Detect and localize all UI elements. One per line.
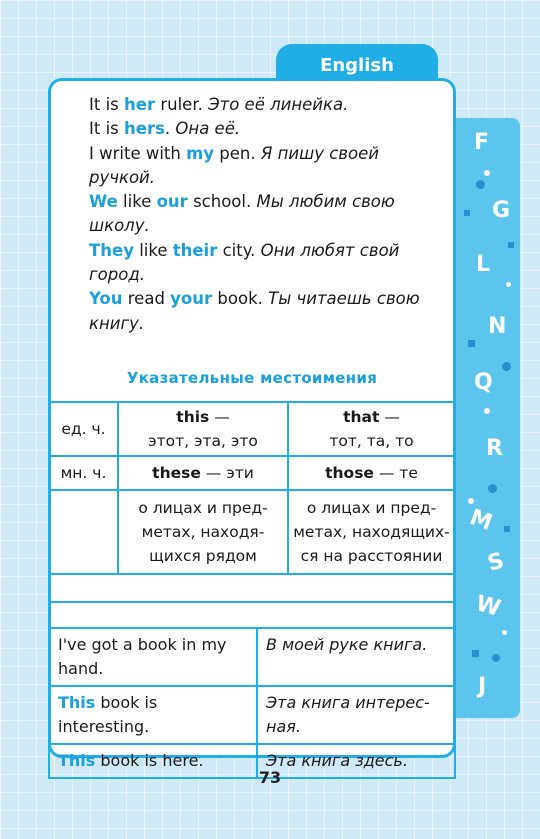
word-those: those (325, 464, 374, 482)
decor-dot (484, 170, 490, 176)
that-translation: тот, та, то (329, 432, 414, 450)
decor-dot (484, 408, 490, 414)
far-description (288, 490, 455, 574)
russian-translation: Это её линейка. (208, 95, 349, 114)
example-sentence (89, 117, 429, 141)
english-text: like (117, 192, 157, 212)
content-card (48, 78, 456, 770)
russian-translation: Мы любим свою школу. (89, 192, 395, 236)
this-translation: этот, эта, это (148, 432, 258, 450)
side-letter: R (486, 436, 503, 461)
decor-dot (488, 484, 497, 493)
example-sentence (89, 239, 429, 288)
near-description (118, 490, 288, 574)
english-text: book is interesting. (58, 693, 158, 736)
empty-cell (49, 490, 118, 574)
decor-dot (468, 498, 474, 504)
table-row (49, 628, 455, 686)
demonstrative-highlight: This (58, 751, 96, 770)
side-letter: G (492, 198, 511, 223)
singular-label: ед. ч. (49, 402, 118, 456)
english-text: ruler. (155, 95, 209, 114)
decor-square (504, 526, 510, 532)
dash: — (379, 408, 400, 426)
decor-square (472, 650, 479, 657)
pronoun-highlight: her (124, 95, 156, 114)
decor-dot (502, 630, 507, 635)
russian-translation: Я пишу своей ручкой. (89, 143, 379, 187)
decor-dot (502, 362, 511, 371)
possessive-examples (89, 93, 429, 336)
cell-those (288, 456, 455, 490)
near-desc-text: о лицах и пред-метах, находя-щихся рядом (138, 499, 268, 565)
english-text: like (133, 240, 173, 260)
pronoun-highlight: We (89, 192, 118, 212)
tab-label: English (320, 54, 394, 76)
side-letter: N (488, 314, 507, 339)
section-title: Указательные местоимения (126, 369, 378, 387)
english-text: I've got a book in my hand. (58, 635, 227, 678)
decor-square (508, 242, 514, 248)
decor-dot (492, 654, 500, 662)
spacer-cell (49, 602, 455, 628)
decor-square (464, 210, 470, 216)
decor-dot (506, 282, 511, 287)
english-text: I write with (89, 143, 187, 163)
those-translation: — те (373, 464, 418, 482)
english-example (49, 686, 257, 744)
table-row (49, 686, 455, 744)
russian-translation: Ты читаешь свою книгу. (89, 289, 420, 333)
pronoun-highlight: They (89, 240, 134, 260)
russian-translation: Она её. (175, 119, 241, 139)
english-text: pen. (214, 143, 261, 163)
page-number: 73 (258, 768, 282, 787)
russian-translation: Они любят свой город. (89, 240, 400, 285)
russian-translation: В моей руке книга. (257, 628, 455, 686)
side-letter: F (474, 130, 490, 155)
english-text: read (122, 289, 171, 309)
word-these: these (152, 464, 201, 482)
russian-translation: Эта книга здесь. (257, 744, 455, 778)
example-sentence (89, 93, 429, 117)
english-text: school. (187, 192, 257, 212)
english-text: It is (89, 119, 125, 139)
pronoun-highlight: hers (124, 119, 165, 139)
english-text: It is (89, 95, 125, 114)
decor-dot (476, 180, 485, 189)
side-letter: S (485, 548, 507, 577)
word-this: this (176, 408, 210, 426)
decor-square (468, 340, 475, 347)
example-sentence (89, 190, 429, 239)
side-letter: L (476, 252, 491, 277)
english-example (49, 628, 257, 686)
demonstrative-highlight: This (58, 693, 96, 712)
pronoun-highlight: You (89, 289, 123, 309)
pronoun-highlight: our (156, 192, 188, 212)
alphabet-strip (456, 118, 520, 718)
spacer-row (49, 602, 455, 628)
demonstratives-table (48, 401, 456, 575)
cell-that (288, 402, 455, 456)
far-desc-text: о лицах и пред-метах, находящих-ся на расстоянии (293, 499, 450, 565)
pronoun-highlight: my (186, 143, 215, 163)
dash: — (209, 408, 230, 426)
example-sentence (89, 142, 429, 191)
these-translation: — эти (200, 464, 254, 482)
russian-translation: Эта книга интерес-ная. (257, 686, 455, 744)
example-sentence (89, 287, 429, 336)
english-text: book is here. (95, 751, 204, 770)
side-letter: M (466, 505, 496, 536)
cell-these (118, 456, 288, 490)
english-text: city. (217, 240, 261, 260)
english-text: book. (212, 289, 269, 309)
side-letter: W (473, 591, 504, 622)
side-letter: J (478, 674, 487, 699)
plural-label: мн. ч. (49, 456, 118, 490)
pronoun-highlight: your (170, 289, 213, 309)
examples-table (48, 601, 456, 779)
side-letter: Q (474, 370, 493, 395)
word-that: that (343, 408, 380, 426)
pronoun-highlight: their (172, 240, 218, 260)
cell-this (118, 402, 288, 456)
english-text: . (164, 119, 176, 139)
